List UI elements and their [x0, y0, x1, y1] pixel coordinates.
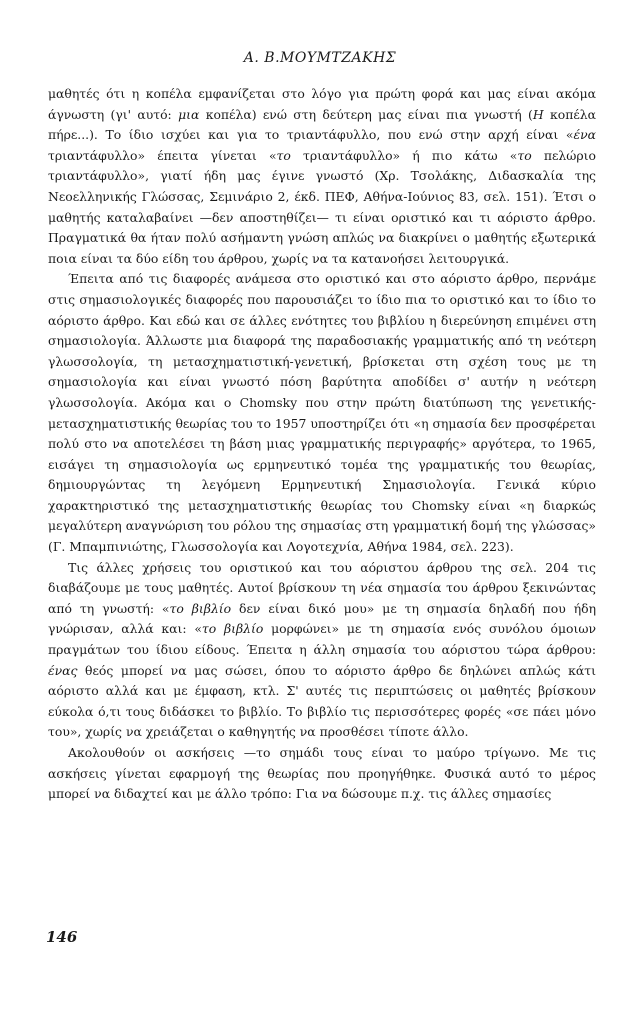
paragraph-1 — [48, 84, 596, 269]
paragraph-2 — [48, 269, 596, 557]
paragraph-4 — [48, 743, 596, 805]
text-fragment: ένας — [48, 662, 78, 678]
text-fragment: ένα — [573, 127, 596, 143]
text-fragment: κοπέλα) ενώ στη δεύτερη μας είναι πια γνωστή ( — [199, 106, 533, 122]
text-fragment: δεν είναι δικό μου» με τη σημασία δηλαδή που ήδη γνώρισαν, αλλά και: « — [48, 600, 597, 637]
running-header: Α. Β.ΜΟΥΜΤΖΑΚΗΣ — [243, 50, 397, 66]
text-fragment: μια — [178, 106, 200, 122]
text-fragment: το βιβλίο — [201, 621, 264, 637]
text-fragment: κοπέλα πήρε...). Το ίδιο ισχύει και για το τριαντάφυλλο, που ενώ στην αρχή είναι « — [48, 106, 596, 143]
text-fragment: τριαντάφυλλο» ή πιο κάτω « — [290, 147, 518, 163]
text-fragment: Η — [532, 106, 544, 122]
text-fragment: το βιβλίο — [169, 600, 232, 616]
text-fragment: Ακολουθούν οι ασκήσεις —το σημάδι τους είναι το μαύρο τρίγωνο. Με τις ασκήσεις γίνεται εφαρμογή της θεωρίας που προηγήθηκε. Φυσικά αυτό το μέρος μπορεί να διδαχτεί και με άλλο τρόπο: Για να δώσουμε π.χ. τις άλλες σημασίες — [48, 745, 596, 802]
text-fragment: Τις άλλες χρήσεις του οριστικού και του αόριστου άρθρου της σελ. 204 τις διαβάζουμε με τους μαθητές. Αυτοί βρίσκουν τη νέα σημασία του άρθρου ξεκινώντας από τη γνωστή: « — [48, 559, 596, 616]
text-fragment: μορφώνει» με τη σημασία ενός συνόλου όμοιων πραγμάτων του ίδιου είδους. Έπειτα η άλλη σημασία του αόριστου τώρα άρθρου: — [48, 621, 597, 658]
text-fragment: Έπειτα από τις διαφορές ανάμεσα στο οριστικό και στο αόριστο άρθρο, περνάμε στις σημασιολογικές διαφορές που παρουσιάζει το ίδιο πια το οριστικό και το ίδιο το αόριστο άρθρο. Και εδώ και σε άλλες ενότητες του βιβλίου η διερεύνηση επιμένει στη σημασιολογία. Άλλωστε μια διαφορά της παραδοσιακής γραμματικής από τη νεότερη γλωσσολογία, τη μετασχηματιστική-γενετική, βρίσκεται στη σχέση τους με τη σημασιολογία και είναι γνωστό πόση βαρύτητα αποδίδει σ' αυτήν η νεότερη γλωσσολογία. Ακόμα και ο Chomsky που στην πρώτη διατύπωση της γενετικής-μετασχηματιστικής θεωρίας του το 1957 υποστηρίζει ότι «η σημασία δεν προσφέρεται πολύ στο να αποτελέσει τη βάση μιας γραμματικής περιγραφής» αργότερα, το 1965, εισάγει τη σημασιολογία ως ερμηνευτικό τομέα της γραμματικής του θεωρίας, δημιουργώντας τη λεγόμενη Ερμηνευτική Σημασιολογία. Γενικά κύριο χαρακτηριστικό της μετασχηματιστικής θεωρίας του Chomsky είναι «η διαρκώς μεγαλύτερη αναγνώριση του ρόλου της σημασίας στη γραμματική δομή της γλώσσας» (Γ. Μπαμπινιώτης, Γλωσσολογία και Λογοτεχνία, Αθήνα 1984, σελ. 223). — [48, 271, 596, 555]
text-fragment: θεός μπορεί να μας σώσει, όπου το αόριστο άρθρο δε δηλώνει απλώς κάτι αόριστο αλλά και με έμφαση, κτλ. Σ' αυτές τις περιπτώσεις οι μαθητές βρίσκουν εύκολα ό,τι τους διδάσκει το βιβλίο. Το βιβλίο τις περισσότερες φορές «σε πάει μόνο του», χωρίς να χρειάζεται ο καθηγητής να προσθέσει τίποτε άλλο. — [48, 662, 596, 740]
text-fragment: το — [276, 147, 291, 163]
page-number: 146 — [46, 928, 78, 946]
text-fragment: τριαντάφυλλο» έπειτα γίνεται « — [48, 147, 277, 163]
text-fragment: μαθητές ότι η κοπέλα εμφανίζεται στο λόγο για πρώτη φορά και μας είναι ακόμα άγνωστη (γι' αυτό: — [48, 86, 596, 122]
body-text — [48, 84, 596, 805]
text-fragment: πελώριο τριαντάφυλλο», γιατί ήδη μας έγινε γνωστό (Χρ. Τσολάκης, Διδασκαλία της Νεοελληνικής Γλώσσας, Σεμινάριο 2, έκδ. ΠΕΦ, Αθήνα-Ιούνιος 83, σελ. 151). Έτσι ο μαθητής καταλαβαίνει —δεν αποστηθίζει— τι είναι οριστικό και τι αόριστο άρθρο. Πραγματικά θα ήταν πολύ ασήμαντη γνώση απλώς να διακρίνει ο μαθητής εξωτερικά ποια είναι τα δύο είδη του άρθρου, χωρίς να τα κατανοήσει λειτουργικά. — [48, 147, 596, 266]
paragraph-3 — [48, 558, 596, 743]
text-fragment: το — [517, 147, 532, 163]
